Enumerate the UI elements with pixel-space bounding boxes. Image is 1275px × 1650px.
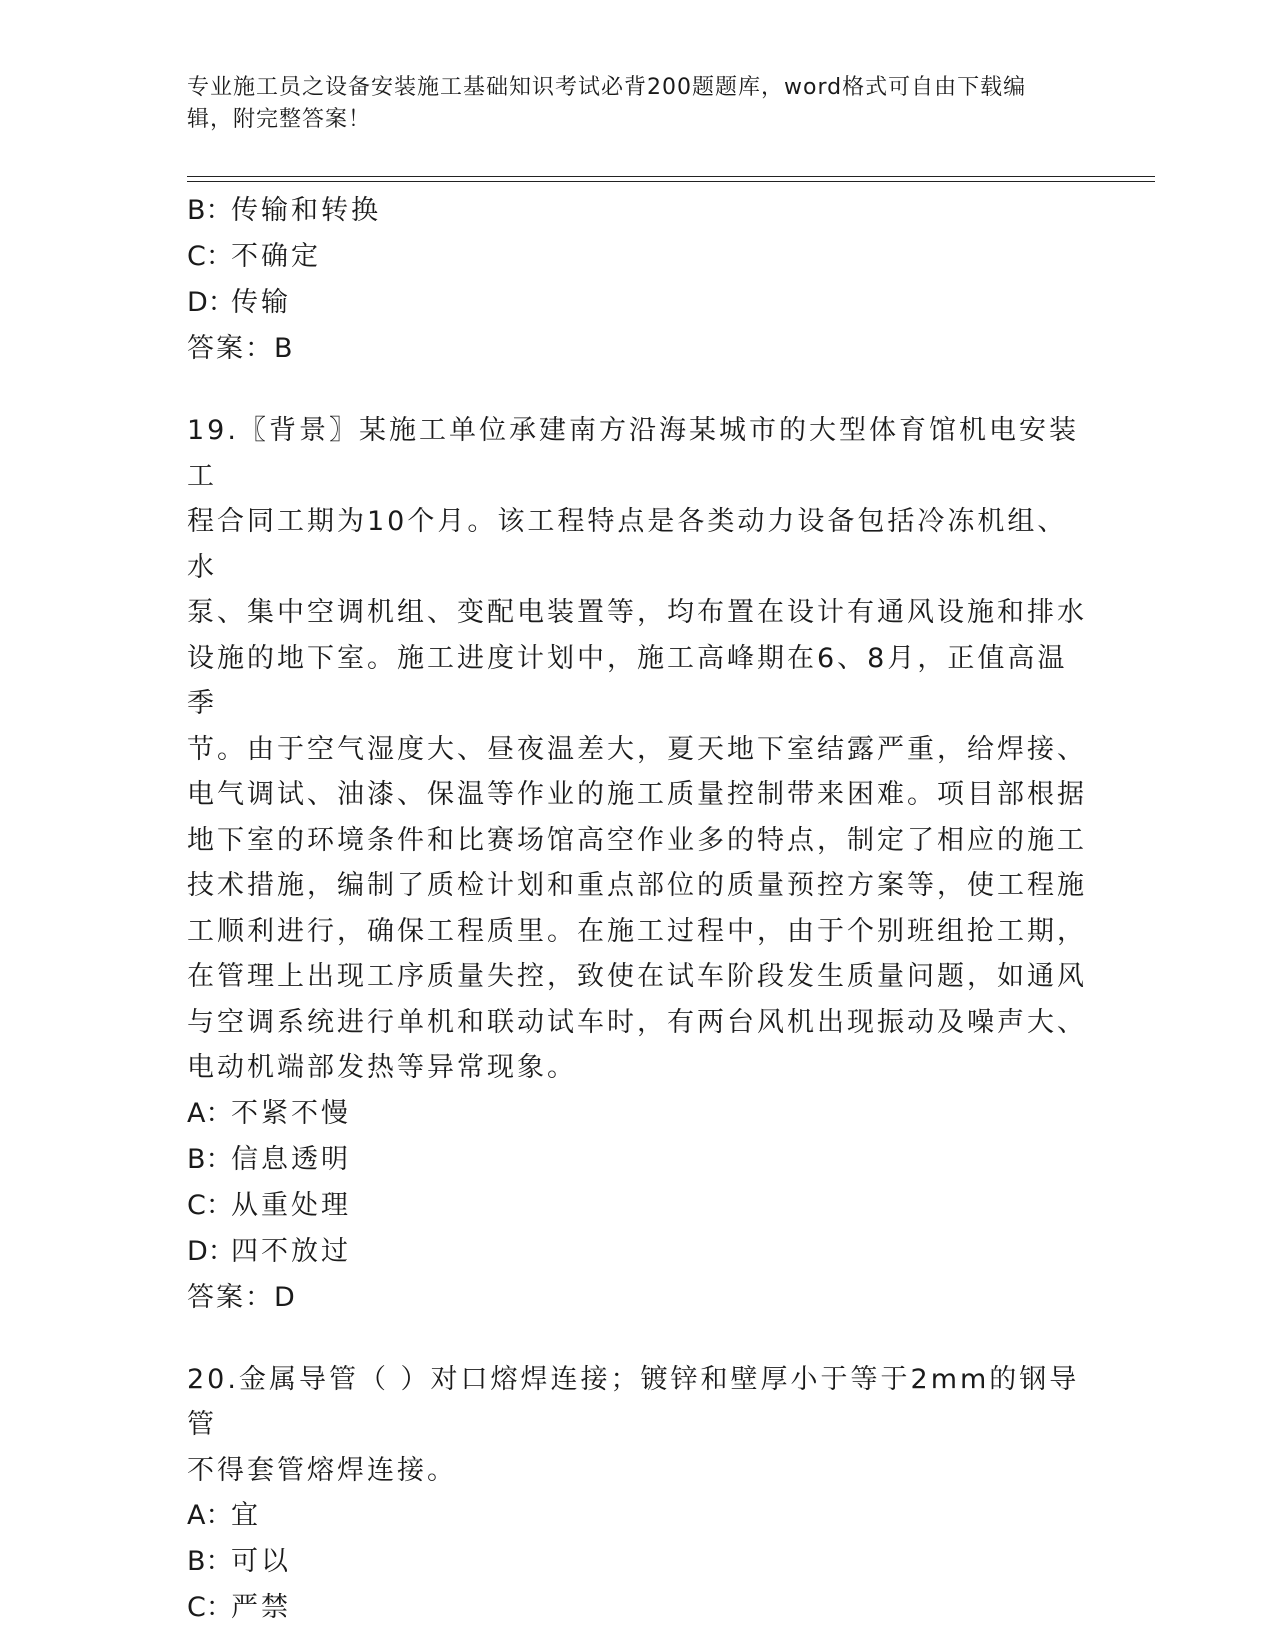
document-header: [187, 72, 1067, 136]
stem-line: 程合同工期为10个月。该工程特点是各类动力设备包括冷冻机组、水: [187, 506, 1068, 583]
option-b: [187, 1539, 1087, 1585]
option-text: 传输和转换: [231, 195, 381, 226]
option-text: 严禁: [231, 1592, 291, 1623]
option-key: C：: [187, 1592, 233, 1623]
stem-line: 不得套管熔焊连接。: [187, 1454, 457, 1486]
document-title: 专业施工员之设备安装施工基础知识考试必背200题题库，word格式可自由下载编辑，附完整答案！: [187, 75, 1027, 132]
option-d: [187, 280, 1087, 326]
stem-line: 与空调系统进行单机和联动试车时，有两台风机出现振动及噪声大、: [187, 1006, 1087, 1038]
option-text: 不确定: [231, 241, 321, 272]
option-c: [187, 234, 1087, 280]
stem-line: 电动机端部发热等异常现象。: [187, 1052, 577, 1083]
option-text: 不紧不慢: [231, 1097, 351, 1129]
answer-label: 答案：: [187, 333, 274, 364]
stem-line: 电气调试、油漆、保温等作业的施工质量控制带来困难。项目部根据: [187, 779, 1087, 810]
option-key: C：: [187, 1189, 233, 1221]
answer-line: [187, 1275, 1087, 1321]
option-text: 信息透明: [231, 1143, 351, 1175]
stem-line: 地下室的环境条件和比赛场馆高空作业多的特点，制定了相应的施工: [187, 824, 1087, 856]
answer-line: [187, 326, 1087, 372]
option-key: C：: [187, 241, 233, 272]
stem-line: 技术措施，编制了质检计划和重点部位的质量预控方案等，使工程施: [187, 870, 1087, 901]
question-stem: [187, 1357, 1087, 1494]
option-text: 从重处理: [231, 1189, 351, 1221]
option-text: 四不放过: [231, 1235, 351, 1267]
option-key: A：: [187, 1097, 233, 1129]
stem-line: 泵、集中空调机组、变配电装置等，均布置在设计有通风设施和排水: [187, 597, 1087, 628]
question-20: [187, 1357, 1087, 1632]
question-stem: [187, 408, 1087, 1091]
question-19: [187, 408, 1087, 1321]
option-d: [187, 1229, 1087, 1275]
option-text: 可以: [231, 1546, 291, 1577]
option-key: A：: [187, 1500, 233, 1531]
option-b: [187, 1137, 1087, 1183]
option-c: [187, 1585, 1087, 1631]
stem-line: 设施的地下室。施工进度计划中，施工高峰期在6、8月，正值高温季: [187, 642, 1068, 719]
document-body: [187, 188, 1087, 1631]
stem-line: 19.〖背景〗某施工单位承建南方沿海某城市的大型体育馆机电安装工: [187, 415, 1079, 492]
answer-value: D: [274, 1281, 298, 1313]
option-b: [187, 188, 1087, 234]
option-a: [187, 1493, 1087, 1539]
stem-line: 工顺利进行，确保工程质里。在施工过程中，由于个别班组抢工期，: [187, 915, 1087, 947]
option-key: B：: [187, 195, 233, 226]
option-key: B：: [187, 1546, 233, 1577]
answer-label: 答案：: [187, 1281, 274, 1313]
option-text: 宜: [231, 1500, 261, 1531]
option-key: D：: [187, 287, 235, 318]
answer-value: B: [274, 333, 296, 364]
option-c: [187, 1183, 1087, 1229]
option-key: B：: [187, 1143, 233, 1175]
option-a: [187, 1091, 1087, 1137]
stem-line: 20.金属导管（ ）对口熔焊连接；镀锌和壁厚小于等于2mm的钢导管: [187, 1363, 1080, 1440]
stem-line: 在管理上出现工序质量失控，致使在试车阶段发生质量问题，如通风: [187, 961, 1087, 992]
question-18-tail: [187, 188, 1087, 372]
option-key: D：: [187, 1235, 235, 1267]
option-text: 传输: [231, 287, 291, 318]
stem-line: 节。由于空气湿度大、昼夜温差大，夏天地下室结露严重，给焊接、: [187, 733, 1087, 765]
header-divider: [187, 176, 1155, 182]
